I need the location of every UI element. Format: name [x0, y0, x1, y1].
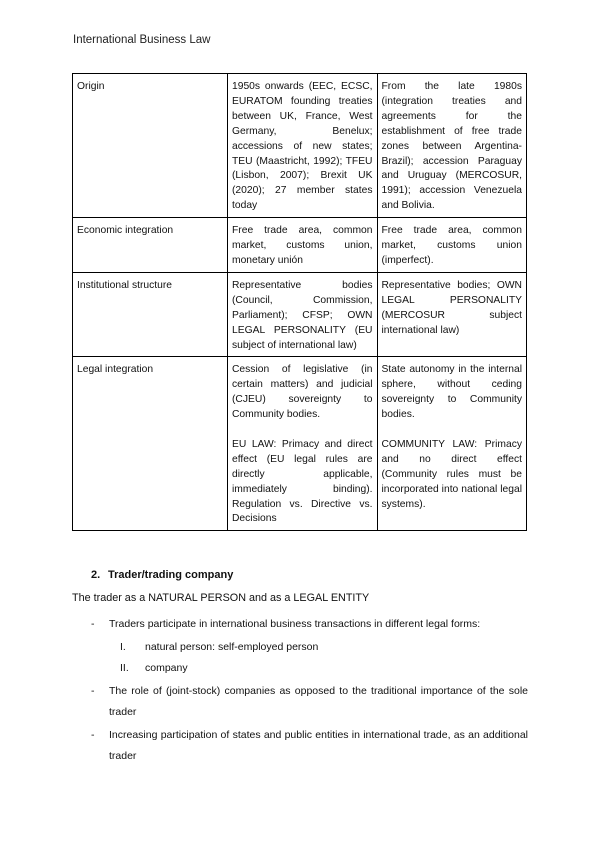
eu-cell: [228, 218, 378, 273]
cell-paragraph: State autonomy in the internal sphere, without ceding sovereignty to Community bodies.: [381, 364, 522, 421]
table-row: [73, 357, 527, 531]
list-item: [72, 614, 528, 635]
row-label: Institutional structure: [73, 272, 228, 357]
list-item-text: The role of (joint-stock) companies as opposed to the traditional importance of the sole trader: [109, 685, 528, 718]
list-item: [72, 725, 528, 767]
section-heading: [91, 569, 233, 581]
mercosur-cell: [377, 272, 527, 357]
sub-list-item-text: natural person: self-employed person: [145, 641, 319, 653]
cell-paragraph: Cession of legislative (in certain matters) and judicial (CJEU) sovereignty to Community bodies.: [232, 364, 373, 421]
comparison-table: [72, 73, 527, 531]
table-row: [73, 74, 527, 218]
table-row: [73, 218, 527, 273]
cell-paragraph: Representative bodies (Council, Commission, Parliament); CFSP; OWN LEGAL PERSONALITY (EU subject of international law): [232, 279, 373, 351]
roman-numeral: II.: [120, 662, 129, 674]
table-row: [73, 272, 527, 357]
eu-cell: [228, 74, 378, 218]
eu-cell: [228, 272, 378, 357]
cell-paragraph: 1950s onwards (EEC, ECSC, EURATOM founding treaties between UK, France, West Germany, Benelux; accessions of new states; TEU (Maastricht, 1992); TFEU (Lisbon, 2007); Brexit UK (2020); 27 member states today: [232, 81, 373, 212]
mercosur-cell: [377, 357, 527, 531]
sub-list-item: [72, 658, 528, 679]
section-number: 2.: [91, 569, 101, 581]
intro-paragraph: The trader as a NATURAL PERSON and as a LEGAL ENTITY: [72, 592, 370, 604]
row-label: Origin: [73, 74, 228, 218]
eu-cell: [228, 357, 378, 531]
cell-paragraph: Representative bodies; OWN LEGAL PERSONALITY (MERCOSUR subject international law): [381, 279, 522, 336]
cell-paragraph: From the late 1980s (integration treaties and agreements for the establishment of free trade zones between Argentina-Brazil); accession Paraguay and Uruguay (MERCOSUR, 1991); accession Venezuela and Bolivia.: [381, 81, 522, 212]
row-label: Economic integration: [73, 218, 228, 273]
document-header: International Business Law: [73, 34, 211, 46]
dash-bullet: -: [91, 618, 95, 630]
dash-bullet: -: [91, 685, 95, 697]
sub-list-item-text: company: [145, 662, 188, 674]
sub-list-item: [72, 637, 528, 658]
list-item-text: Traders participate in international business transactions in different legal forms:: [109, 618, 481, 630]
list-item: [72, 681, 528, 723]
cell-paragraph: COMMUNITY LAW: Primacy and no direct effect (Community rules must be incorporated into national legal systems).: [381, 438, 522, 510]
mercosur-cell: [377, 74, 527, 218]
dash-bullet: -: [91, 729, 95, 741]
cell-paragraph: Free trade area, common market, customs union (imperfect).: [381, 225, 522, 266]
row-label: Legal integration: [73, 357, 228, 531]
bullet-list: [72, 614, 528, 769]
list-item-text: Increasing participation of states and public entities in international trade, as an additional trader: [109, 729, 528, 762]
section-title: Trader/trading company: [108, 569, 234, 581]
mercosur-cell: [377, 218, 527, 273]
cell-paragraph: Free trade area, common market, customs union, monetary unión: [232, 225, 373, 266]
roman-numeral: I.: [120, 641, 126, 653]
cell-paragraph: EU LAW: Primacy and direct effect (EU legal rules are directly applicable, immediately binding). Regulation vs. Directive vs. Decisions: [232, 438, 373, 525]
